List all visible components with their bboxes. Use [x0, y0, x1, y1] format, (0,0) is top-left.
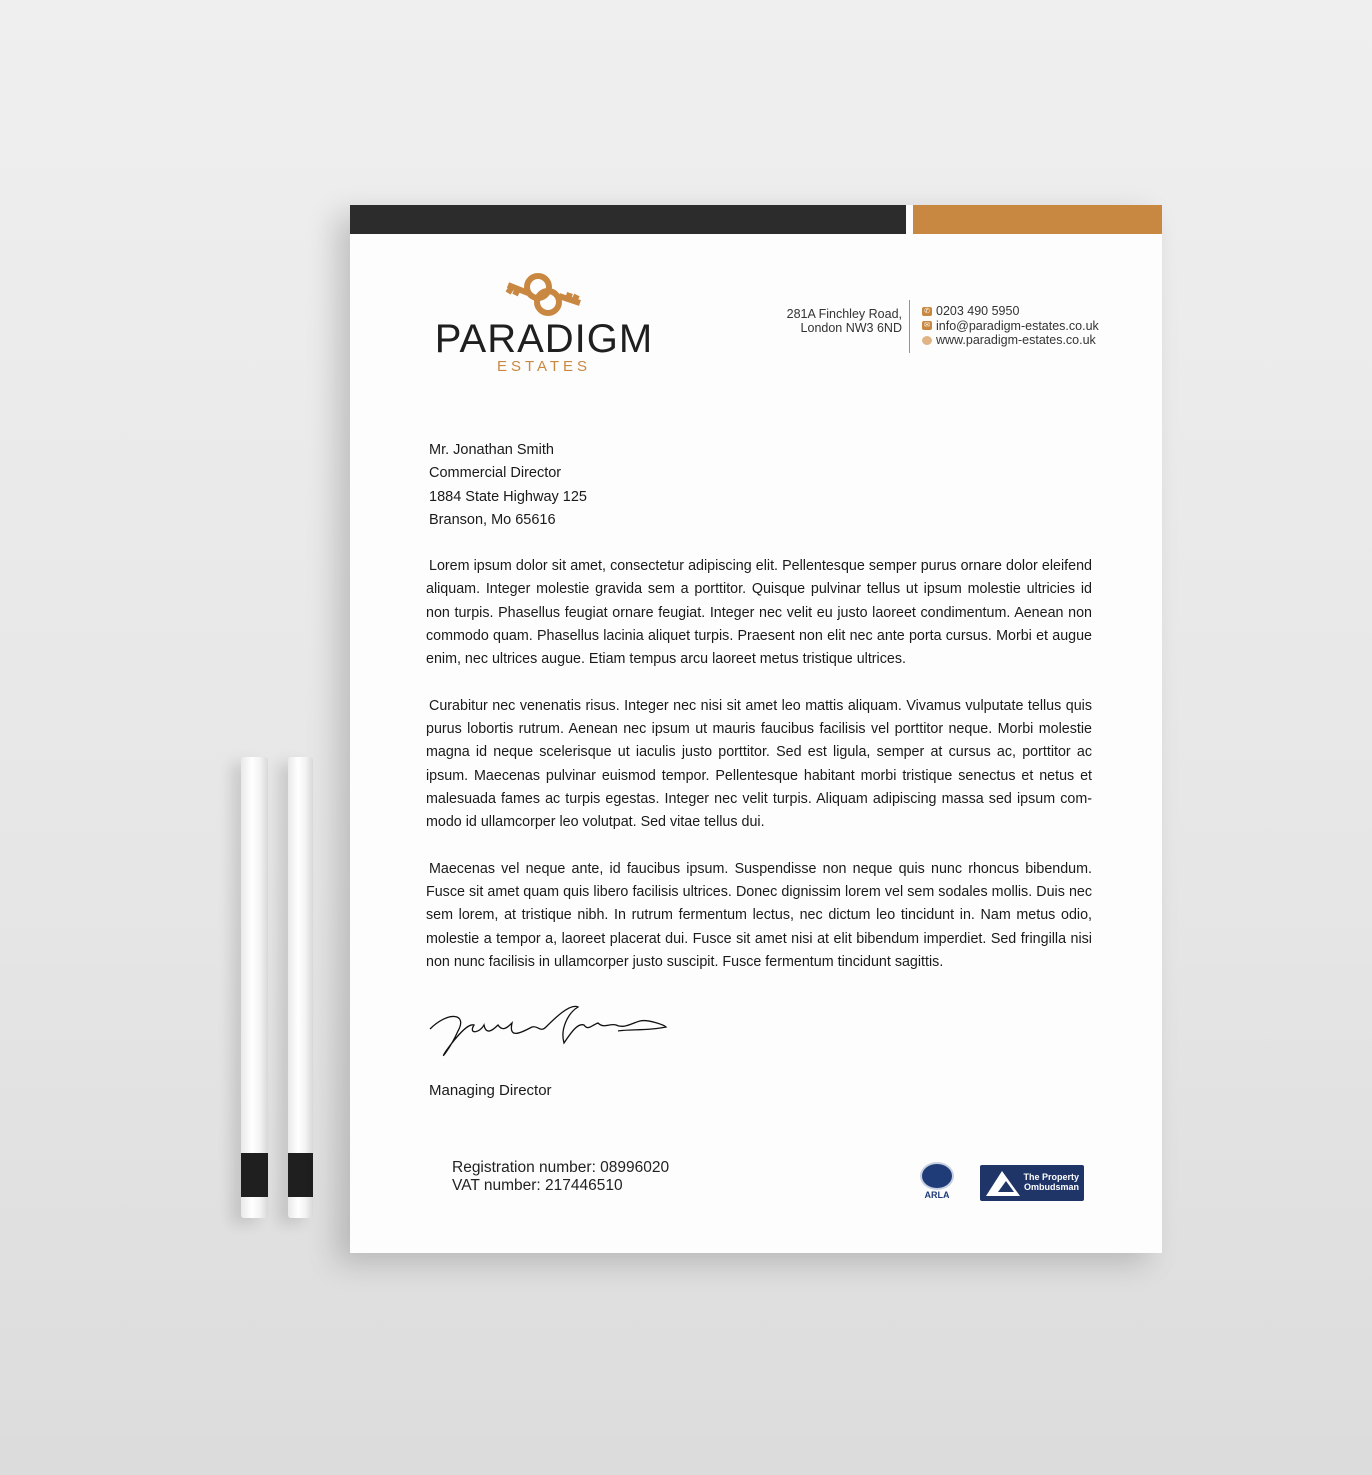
pen [241, 757, 268, 1218]
keys-icon [502, 269, 586, 321]
email-link[interactable]: info@paradigm-estates.co.uk [936, 318, 1099, 333]
company-address: 281A Finchley Road, London NW3 6ND [786, 307, 902, 335]
contact-info [922, 304, 1099, 348]
letterhead-page [350, 205, 1162, 1253]
email-icon: ✉ [922, 321, 932, 330]
arla-logo: ARLA [918, 1162, 956, 1200]
paragraph: Maecenas vel neque ante, id faucibus ipsum. Suspendisse non neque quis nunc rhoncus bibendum. Fusce sit amet quam quis libero facilisis ultrices. Donec dignissim lorem vel sem sodales mollis. Duis nec sem lorem, at tristique nibh. In rutrum fermentum lectus, nec dictum leo tincidunt in. Nam metus odio, molestie a tempor a, laoreet placerat dui. Fusce sit amet nisi at elit bibendum imperdiet. Sed fringilla nisi non nunc facilisis in ullamcorper justo suscipit. Fusce fermentum tincidunt sagittis. [426, 860, 1092, 971]
recipient-block: Mr. Jonathan Smith Commercial Director 1884 State Highway 125 Branson, Mo 65616 [429, 442, 587, 528]
website-link[interactable]: www.paradigm-estates.co.uk [936, 333, 1096, 347]
registration-info: Registration number: 08996020 VAT number: 217446510 [452, 1159, 670, 1194]
pen [288, 757, 313, 1218]
property-ombudsman-logo: The Property Ombudsman [980, 1165, 1084, 1201]
signature [428, 1001, 673, 1071]
phone-icon: ✆ [922, 307, 932, 316]
paragraph: Curabitur nec venenatis risus. Integer nec nisi sit amet leo mattis aliquam. Vivamus vulputate tellus quis purus lobortis rutrum. Aenean nec ipsum ut mauris faucibus facilisis vel porttitor neque. Morbi molestie magna id neque scelerisque ut iaculis justo porttitor. Sed est ligula, semper at cursus ac, porttitor ac ipsum. Maecenas pulvinar euismod tempor. Pellentesque habitant morbi tristique senectus et netus et malesuada fames ac turpis egestas. Integer nec velit turpis. Aliquam adipiscing massa sed ipsum commodo id ullamcorper leo volutpat. Sed vitae tellus dui. [426, 697, 1092, 831]
company-logo: PARADIGM ESTATES [432, 269, 656, 375]
divider [909, 300, 910, 353]
phone: 0203 490 5950 [936, 304, 1020, 318]
signatory-title: Managing Director [429, 1082, 552, 1099]
globe-icon [922, 336, 932, 345]
paragraph: Lorem ipsum dolor sit amet, consectetur adipiscing elit. Pellentesque semper purus ornare dolor eleifend aliquam. Integer molestie gravida sem a porttitor. Quisque pulvinar tellus ut ipsum molestie ultricies id non turpis. Phasellus feugiat ornare feugiat. Integer nec velit eu justo laoreet condimentum. Aenean non commodo quam. Phasellus lacinia aliquet turpis. Praesent non elit nec ante porta cursus. Morbi et augue enim, nec ultrices augue. Etiam tempus arcu laoreet metus tristique ultrices. [426, 558, 1092, 668]
header-bar-accent [913, 205, 1162, 234]
header-bar-dark [350, 205, 906, 234]
letter-body [426, 555, 1092, 998]
